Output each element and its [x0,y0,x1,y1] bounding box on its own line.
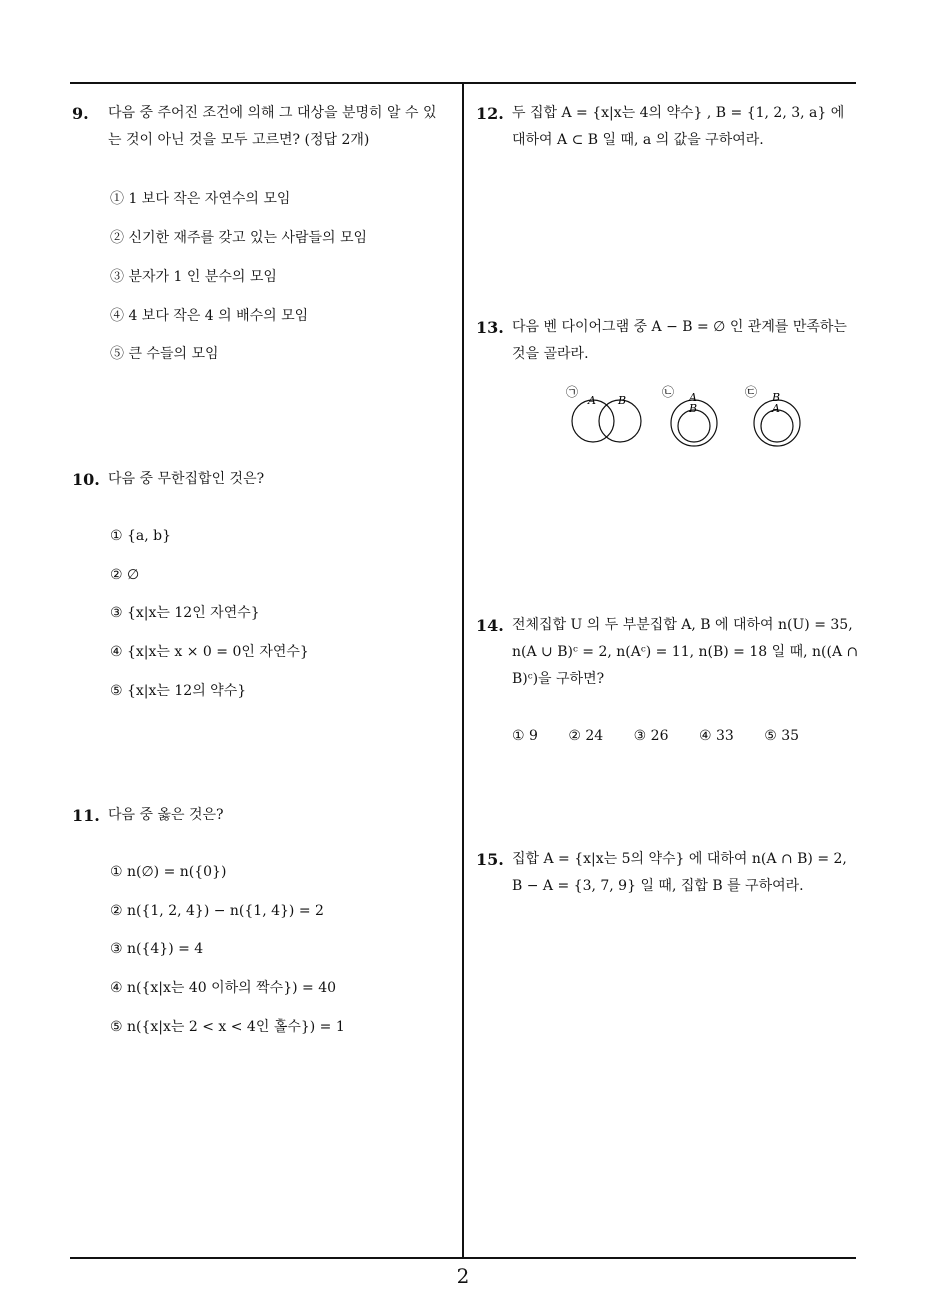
option: ④ n({x|x는 40 이하의 짝수}) = 40 [110,980,337,996]
question-13 [476,314,860,368]
option: ③ 26 [633,728,669,744]
option: ④ 33 [698,728,734,744]
question-11 [72,802,446,829]
venn-set-inner: A [772,402,780,415]
option: ③ {x|x는 12인 자연수} [110,605,260,621]
option: ② 24 [568,728,604,744]
option: ② ∅ [110,567,140,583]
question-number: 14. [476,616,504,635]
question-text: 집합 A = {x|x는 5의 약수} 에 대하여 n(A ∩ B) = 2, B − A = {3, 7, 9} 일 때, 집합 B 를 구하여라. [512,851,847,894]
option: ③ 분자가 1 인 분수의 모임 [110,269,277,285]
venn-label-3: ㉢ [745,385,758,399]
column-divider [462,83,464,1257]
question-12 [476,100,860,154]
option: ⑤ {x|x는 12의 약수} [110,683,247,699]
question-number: 13. [476,318,504,337]
question-10 [72,466,446,493]
option: ③ n({4}) = 4 [110,941,204,957]
question-number: 15. [476,850,504,869]
option: ④ 4 보다 작은 4 의 배수의 모임 [110,308,309,324]
question-text: 전체집합 U 의 두 부분집합 A, B 에 대하여 n(U) = 35, n(A ∪ B)ᶜ = 2, n(Aᶜ) = 11, n(B) = 18 일 때, n((A ∩ B)ᶜ)을 구하면? [512,617,859,687]
option: ② n({1, 2, 4}) − n({1, 4}) = 2 [110,903,324,919]
question-number: 9. [72,104,89,123]
question-number: 10. [72,470,100,489]
option: ① {a, b} [110,528,172,544]
question-9 [72,100,446,154]
venn-set-b: B [618,394,627,407]
question-number: 11. [72,806,100,825]
question-text: 두 집합 A = {x|x는 4의 약수} , B = {1, 2, 3, a} 에 대하여 A ⊂ B 일 때, a 의 값을 구하여라. [512,105,845,148]
venn-label-1: ㉠ [566,385,579,399]
option: ① 1 보다 작은 자연수의 모임 [110,191,291,207]
venn-set-a: A [588,394,596,407]
question-text: 다음 중 주어진 조건에 의해 그 대상을 분명히 알 수 있는 것이 아닌 것을 모두 고르면? (정답 2개) [108,105,437,148]
question-14 [476,612,860,693]
option: ④ {x|x는 x × 0 = 0인 자연수} [110,644,309,660]
option: ② 신기한 재주를 갖고 있는 사람들의 모임 [110,230,368,246]
page-number: 2 [456,1264,470,1288]
venn-label-2: ㉡ [662,385,675,399]
bottom-rule [70,1257,856,1259]
venn-diagrams [560,383,810,453]
venn-set-inner: B [689,402,698,415]
question-15 [476,846,860,900]
venn-set-outer: A [689,391,697,404]
question-text: 다음 중 옳은 것은? [108,807,224,823]
option: ⑤ 35 [764,728,800,744]
question-text: 다음 중 무한집합인 것은? [108,471,265,487]
answer-options [512,728,825,744]
option: ⑤ 큰 수들의 모임 [110,346,219,362]
option: ① 9 [512,728,538,744]
question-text: 다음 벤 다이어그램 중 A − B = ∅ 인 관계를 만족하는 것을 골라라. [512,319,847,362]
option: ① n(∅) = n({0}) [110,864,227,880]
option: ⑤ n({x|x는 2 < x < 4인 홀수}) = 1 [110,1019,345,1035]
venn-set-outer: B [772,391,781,404]
question-number: 12. [476,104,504,123]
